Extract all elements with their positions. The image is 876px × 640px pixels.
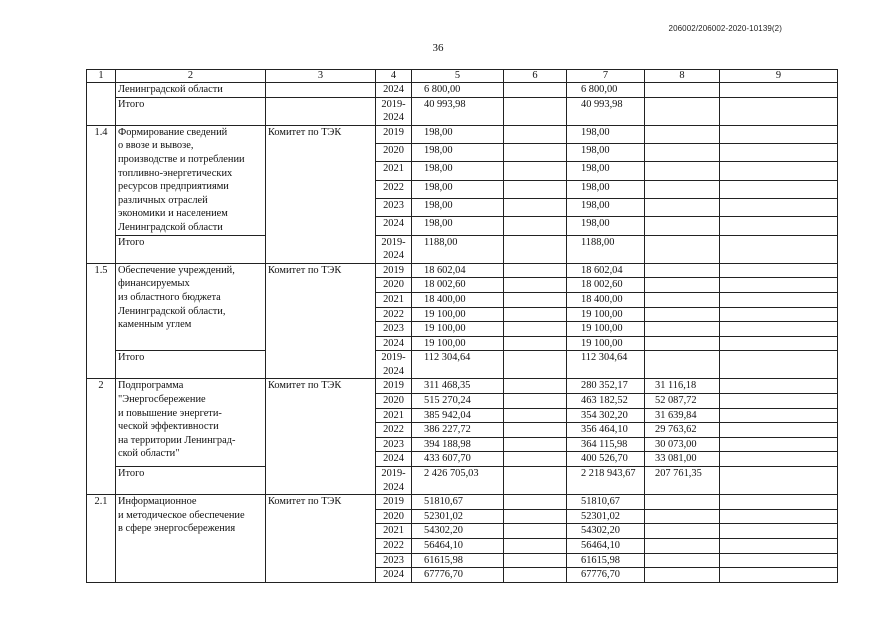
column-header: 9 — [720, 70, 838, 83]
regional-cell: 18 002,60 — [567, 278, 645, 293]
other-cell — [720, 467, 838, 495]
local-cell — [645, 125, 720, 143]
table-row — [87, 263, 838, 278]
federal-cell — [504, 539, 567, 554]
total-amount-cell: 61615,98 — [412, 553, 504, 568]
regional-cell: 364 115,98 — [567, 437, 645, 452]
section-title: Информационное и методическое обеспечение в сфере энергосбережения — [116, 495, 266, 583]
local-cell: 33 081,00 — [645, 452, 720, 467]
year-cell: 2023 — [376, 553, 412, 568]
other-cell — [720, 509, 838, 524]
regional-cell: 51810,67 — [567, 495, 645, 510]
total-amount-cell: 19 100,00 — [412, 336, 504, 351]
regional-cell: 198,00 — [567, 198, 645, 216]
total-amount-cell: 112 304,64 — [412, 351, 504, 379]
other-cell — [720, 217, 838, 235]
regional-cell: 1188,00 — [567, 235, 645, 263]
total-row — [87, 467, 838, 495]
total-amount-cell: 198,00 — [412, 198, 504, 216]
column-header: 1 — [87, 70, 116, 83]
regional-cell: 400 526,70 — [567, 452, 645, 467]
other-cell — [720, 495, 838, 510]
other-cell — [720, 568, 838, 583]
section-title: Обеспечение учреждений, финансируемых из областного бюджета Ленинградской области, каменным углем — [116, 263, 266, 351]
year-cell: 2024 — [376, 217, 412, 235]
total-amount-cell: 2 426 705,03 — [412, 467, 504, 495]
column-header: 2 — [116, 70, 266, 83]
federal-cell — [504, 524, 567, 539]
regional-cell: 18 400,00 — [567, 292, 645, 307]
total-amount-cell: 433 607,70 — [412, 452, 504, 467]
regional-cell: 19 100,00 — [567, 322, 645, 337]
other-cell — [720, 198, 838, 216]
year-cell: 2022 — [376, 180, 412, 198]
total-amount-cell: 198,00 — [412, 162, 504, 180]
year-cell: 2019 — [376, 495, 412, 510]
local-cell — [645, 263, 720, 278]
section-number: 2.1 — [87, 495, 116, 583]
total-label: Итого — [116, 467, 266, 495]
federal-cell — [504, 495, 567, 510]
year-cell: 2022 — [376, 307, 412, 322]
federal-cell — [504, 162, 567, 180]
column-header: 8 — [645, 70, 720, 83]
regional-cell: 198,00 — [567, 125, 645, 143]
other-cell — [720, 408, 838, 423]
total-amount-cell: 6 800,00 — [412, 83, 504, 98]
document-id: 206002/206002-2020-10139(2) — [668, 24, 782, 33]
total-amount-cell: 18 002,60 — [412, 278, 504, 293]
federal-cell — [504, 437, 567, 452]
total-amount-cell: 19 100,00 — [412, 307, 504, 322]
federal-cell — [504, 336, 567, 351]
other-cell — [720, 278, 838, 293]
year-cell: 2024 — [376, 83, 412, 98]
regional-cell: 19 100,00 — [567, 336, 645, 351]
total-label: Итого — [116, 97, 266, 125]
other-cell — [720, 437, 838, 452]
other-cell — [720, 539, 838, 554]
table-body — [87, 70, 838, 583]
total-row — [87, 235, 838, 263]
total-amount-cell: 1188,00 — [412, 235, 504, 263]
executor-cell: Комитет по ТЭК — [266, 263, 376, 379]
other-cell — [720, 524, 838, 539]
federal-cell — [504, 509, 567, 524]
other-cell — [720, 263, 838, 278]
local-cell: 207 761,35 — [645, 467, 720, 495]
federal-cell — [504, 553, 567, 568]
local-cell — [645, 278, 720, 293]
regional-cell: 112 304,64 — [567, 351, 645, 379]
year-cell: 2019 — [376, 263, 412, 278]
federal-cell — [504, 263, 567, 278]
local-cell: 30 073,00 — [645, 437, 720, 452]
section-number: 2 — [87, 379, 116, 495]
year-cell: 2021 — [376, 408, 412, 423]
other-cell — [720, 553, 838, 568]
year-cell: 2020 — [376, 144, 412, 162]
other-cell — [720, 292, 838, 307]
header-row — [87, 70, 838, 83]
local-cell: 29 763,62 — [645, 423, 720, 438]
federal-cell — [504, 144, 567, 162]
regional-cell: 198,00 — [567, 217, 645, 235]
federal-cell — [504, 217, 567, 235]
total-amount-cell: 18 602,04 — [412, 263, 504, 278]
year-cell: 2019- 2024 — [376, 235, 412, 263]
executor-cell: Комитет по ТЭК — [266, 495, 376, 583]
year-cell: 2023 — [376, 198, 412, 216]
total-amount-cell: 386 227,72 — [412, 423, 504, 438]
other-cell — [720, 307, 838, 322]
section-number: 1.5 — [87, 263, 116, 379]
federal-cell — [504, 180, 567, 198]
other-cell — [720, 322, 838, 337]
regional-cell: 40 993,98 — [567, 97, 645, 125]
federal-cell — [504, 467, 567, 495]
executor-cell: Комитет по ТЭК — [266, 379, 376, 495]
year-cell: 2022 — [376, 423, 412, 438]
table-row — [87, 125, 838, 143]
local-cell — [645, 162, 720, 180]
page-number: 36 — [432, 42, 444, 54]
year-cell: 2022 — [376, 539, 412, 554]
regional-cell: 198,00 — [567, 162, 645, 180]
total-label: Итого — [116, 351, 266, 379]
local-cell — [645, 144, 720, 162]
total-amount-cell: 385 942,04 — [412, 408, 504, 423]
local-cell — [645, 97, 720, 125]
total-amount-cell: 18 400,00 — [412, 292, 504, 307]
federal-cell — [504, 379, 567, 394]
total-amount-cell: 198,00 — [412, 125, 504, 143]
other-cell — [720, 97, 838, 125]
local-cell — [645, 235, 720, 263]
year-cell: 2020 — [376, 509, 412, 524]
total-label: Итого — [116, 235, 266, 263]
total-row — [87, 97, 838, 125]
local-cell — [645, 495, 720, 510]
total-amount-cell: 56464,10 — [412, 539, 504, 554]
year-cell: 2019 — [376, 379, 412, 394]
federal-cell — [504, 351, 567, 379]
local-cell — [645, 568, 720, 583]
local-cell — [645, 198, 720, 216]
local-cell — [645, 83, 720, 98]
local-cell — [645, 509, 720, 524]
regional-cell: 2 218 943,67 — [567, 467, 645, 495]
total-amount-cell: 40 993,98 — [412, 97, 504, 125]
federal-cell — [504, 278, 567, 293]
federal-cell — [504, 198, 567, 216]
federal-cell — [504, 423, 567, 438]
year-cell: 2023 — [376, 437, 412, 452]
column-header: 7 — [567, 70, 645, 83]
regional-cell: 356 464,10 — [567, 423, 645, 438]
total-amount-cell: 198,00 — [412, 217, 504, 235]
local-cell — [645, 336, 720, 351]
total-amount-cell: 515 270,24 — [412, 394, 504, 409]
regional-cell: 61615,98 — [567, 553, 645, 568]
other-cell — [720, 235, 838, 263]
local-cell — [645, 524, 720, 539]
column-header: 3 — [266, 70, 376, 83]
federal-cell — [504, 125, 567, 143]
total-row — [87, 351, 838, 379]
year-cell: 2024 — [376, 452, 412, 467]
year-cell: 2020 — [376, 394, 412, 409]
federal-cell — [504, 83, 567, 98]
local-cell — [645, 553, 720, 568]
regional-cell: 18 602,04 — [567, 263, 645, 278]
executor-cell — [266, 97, 376, 125]
local-cell — [645, 180, 720, 198]
total-amount-cell: 198,00 — [412, 180, 504, 198]
regional-cell: 280 352,17 — [567, 379, 645, 394]
federal-cell — [504, 322, 567, 337]
regional-cell: 19 100,00 — [567, 307, 645, 322]
section-title: Формирование сведений о ввозе и вывозе, производстве и потреблении топливно-энергетических ресурсов предприятиями различных отраслей экономики и населением Ленинградской области — [116, 125, 266, 235]
column-header: 5 — [412, 70, 504, 83]
federal-cell — [504, 307, 567, 322]
other-cell — [720, 423, 838, 438]
other-cell — [720, 452, 838, 467]
total-amount-cell: 54302,20 — [412, 524, 504, 539]
local-cell — [645, 351, 720, 379]
year-cell: 2019 — [376, 125, 412, 143]
executor-cell: Комитет по ТЭК — [266, 125, 376, 263]
regional-cell: 54302,20 — [567, 524, 645, 539]
year-cell: 2021 — [376, 524, 412, 539]
other-cell — [720, 379, 838, 394]
year-cell: 2021 — [376, 162, 412, 180]
total-amount-cell: 52301,02 — [412, 509, 504, 524]
total-amount-cell: 198,00 — [412, 144, 504, 162]
federal-cell — [504, 235, 567, 263]
column-header: 6 — [504, 70, 567, 83]
total-amount-cell: 67776,70 — [412, 568, 504, 583]
year-cell: 2021 — [376, 292, 412, 307]
local-cell — [645, 307, 720, 322]
other-cell — [720, 180, 838, 198]
regional-cell: 56464,10 — [567, 539, 645, 554]
table-row — [87, 379, 838, 394]
other-cell — [720, 125, 838, 143]
federal-cell — [504, 408, 567, 423]
year-cell: 2020 — [376, 278, 412, 293]
local-cell: 52 087,72 — [645, 394, 720, 409]
other-cell — [720, 394, 838, 409]
column-header: 4 — [376, 70, 412, 83]
other-cell — [720, 351, 838, 379]
federal-cell — [504, 568, 567, 583]
carry-row — [87, 83, 838, 98]
local-cell — [645, 322, 720, 337]
local-cell — [645, 539, 720, 554]
other-cell — [720, 144, 838, 162]
local-cell — [645, 217, 720, 235]
regional-cell: 198,00 — [567, 180, 645, 198]
regional-cell: 6 800,00 — [567, 83, 645, 98]
regional-cell: 354 302,20 — [567, 408, 645, 423]
local-cell — [645, 292, 720, 307]
total-amount-cell: 51810,67 — [412, 495, 504, 510]
federal-cell — [504, 292, 567, 307]
regional-cell: 463 182,52 — [567, 394, 645, 409]
name-cell: Ленинградской области — [116, 83, 266, 98]
local-cell: 31 116,18 — [645, 379, 720, 394]
other-cell — [720, 83, 838, 98]
total-amount-cell: 19 100,00 — [412, 322, 504, 337]
budget-table — [86, 69, 838, 583]
other-cell — [720, 336, 838, 351]
year-cell: 2019- 2024 — [376, 97, 412, 125]
year-cell: 2019- 2024 — [376, 351, 412, 379]
federal-cell — [504, 97, 567, 125]
section-number: 1.4 — [87, 125, 116, 263]
section-title: Подпрограмма "Энергосбережение и повышение энергети- ческой эффективности на территории Ленинград- ской области" — [116, 379, 266, 467]
total-amount-cell: 311 468,35 — [412, 379, 504, 394]
regional-cell: 198,00 — [567, 144, 645, 162]
regional-cell: 67776,70 — [567, 568, 645, 583]
local-cell: 31 639,84 — [645, 408, 720, 423]
year-cell: 2024 — [376, 568, 412, 583]
regional-cell: 52301,02 — [567, 509, 645, 524]
federal-cell — [504, 394, 567, 409]
year-cell: 2023 — [376, 322, 412, 337]
other-cell — [720, 162, 838, 180]
num-cell — [87, 83, 116, 126]
federal-cell — [504, 452, 567, 467]
year-cell: 2024 — [376, 336, 412, 351]
table-row — [87, 495, 838, 510]
year-cell: 2019- 2024 — [376, 467, 412, 495]
total-amount-cell: 394 188,98 — [412, 437, 504, 452]
executor-cell — [266, 83, 376, 98]
